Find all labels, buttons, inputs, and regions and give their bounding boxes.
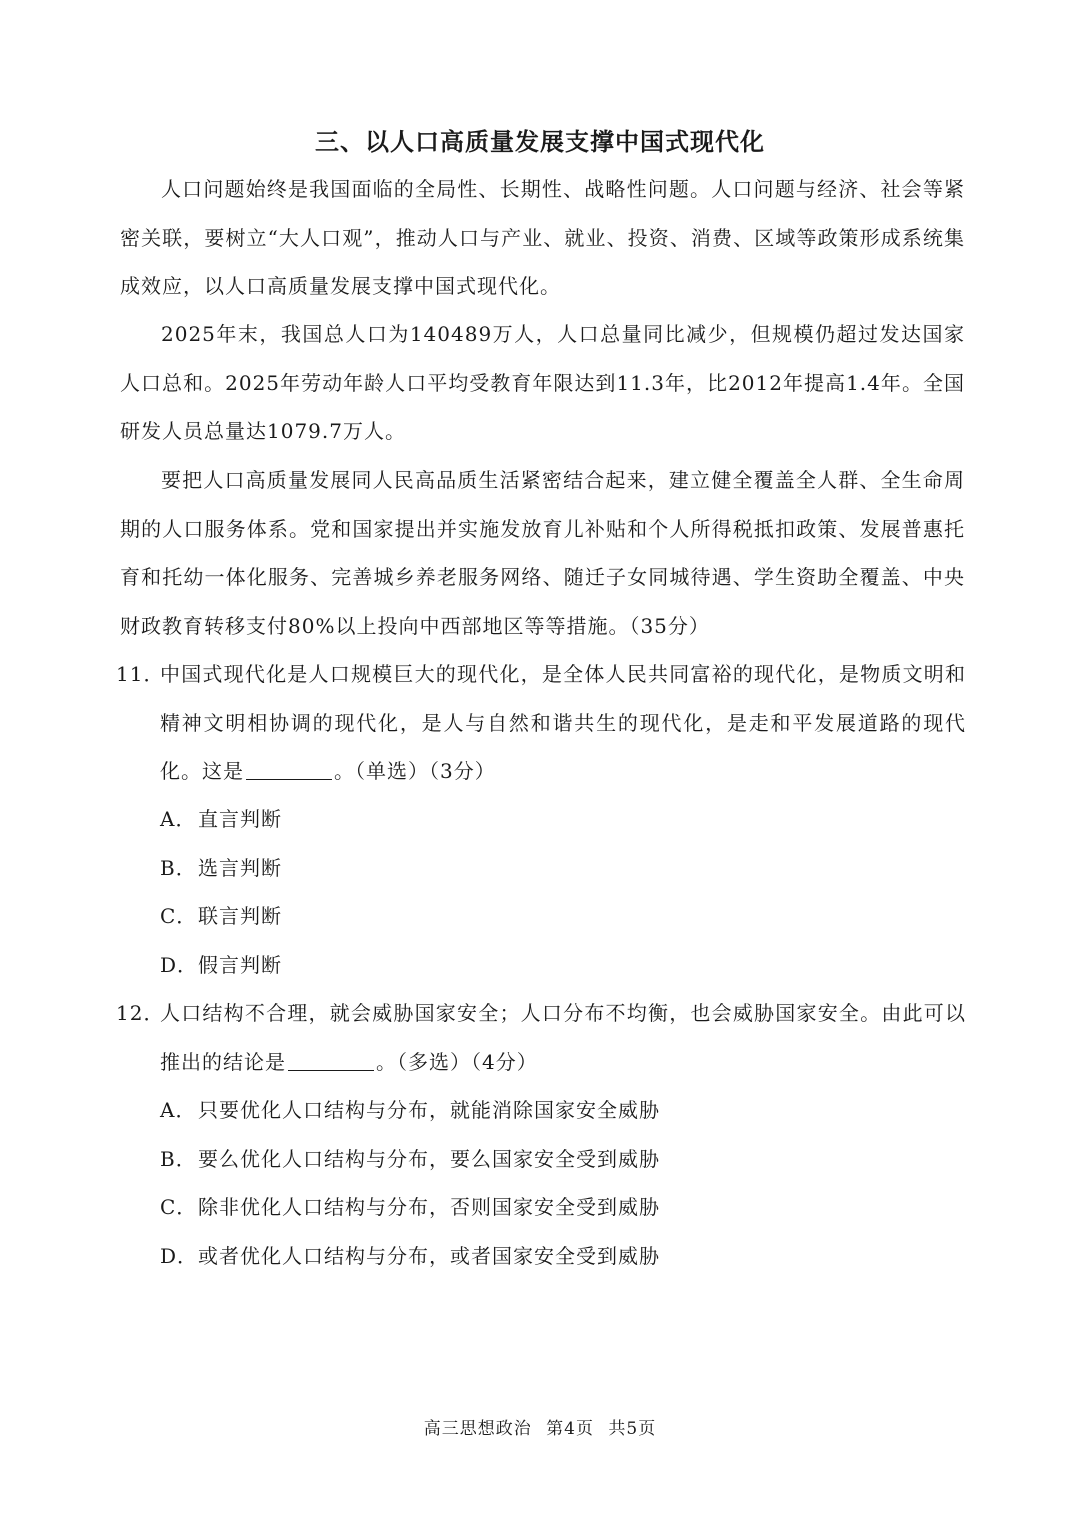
option-text: 联言判断 bbox=[198, 904, 282, 928]
option-12-b[interactable] bbox=[160, 1144, 660, 1174]
answer-blank[interactable] bbox=[288, 1046, 374, 1071]
option-text: 只要优化人口结构与分布，就能消除国家安全威胁 bbox=[198, 1098, 660, 1122]
question-stem-suffix: 。（多选）（4分） bbox=[376, 1049, 538, 1074]
option-12-a[interactable] bbox=[160, 1095, 660, 1125]
material-paragraph-2: 2025年末，我国总人口为140489万人，人口总量同比减少，但规模仍超过发达国家人口总和。2025年劳动年龄人口平均受教育年限达到11.3年，比2012年提高1.4年。全国研发人员总量达1079.7万人。 bbox=[120, 322, 965, 443]
option-letter: D． bbox=[160, 1244, 199, 1268]
question-stem-text: 人口结构不合理，就会威胁国家安全；人口分布不均衡，也会威胁国家安全。由此可以推出的结论是 bbox=[160, 1001, 966, 1074]
question-stem bbox=[160, 989, 966, 1086]
question-stem bbox=[160, 650, 966, 796]
option-12-d[interactable] bbox=[160, 1241, 660, 1271]
option-11-b[interactable] bbox=[160, 853, 282, 883]
question-11 bbox=[116, 650, 966, 796]
question-stem-text: 中国式现代化是人口规模巨大的现代化，是全体人民共同富裕的现代化，是物质文明和精神文明相协调的现代化，是人与自然和谐共生的现代化，是走和平发展道路的现代化。这是 bbox=[160, 662, 966, 783]
material-paragraph-3: 要把人口高质量发展同人民高品质生活紧密结合起来，建立健全覆盖全人群、全生命周期的人口服务体系。党和国家提出并实施发放育儿补贴和个人所得税抵扣政策、发展普惠托育和托幼一体化服务、完善城乡养老服务网络、随迁子女同城待遇、学生资助全覆盖、中央财政教育转移支付80%以上投向中西部地区等等措施。（35分） bbox=[120, 468, 965, 638]
footer-page-number: 第4页 bbox=[546, 1419, 594, 1439]
option-11-a[interactable] bbox=[160, 804, 282, 834]
option-11-d[interactable] bbox=[160, 950, 282, 980]
section-title: 三、以人口高质量发展支撑中国式现代化 bbox=[315, 128, 765, 156]
footer-total-pages: 共5页 bbox=[608, 1419, 657, 1439]
option-text: 直言判断 bbox=[198, 807, 282, 831]
option-11-c[interactable] bbox=[160, 901, 282, 931]
option-text: 或者优化人口结构与分布，或者国家安全受到威胁 bbox=[198, 1244, 660, 1268]
question-12 bbox=[116, 989, 966, 1086]
option-letter: B． bbox=[160, 856, 197, 880]
option-letter: D． bbox=[160, 953, 199, 977]
answer-blank[interactable] bbox=[246, 755, 332, 780]
option-text: 除非优化人口结构与分布，否则国家安全受到威胁 bbox=[198, 1195, 660, 1219]
option-letter: A． bbox=[160, 1098, 197, 1122]
material-paragraph-1: 人口问题始终是我国面临的全局性、长期性、战略性问题。人口问题与经济、社会等紧密关联，要树立“大人口观”，推动人口与产业、就业、投资、消费、区域等政策形成系统集成效应，以人口高质量发展支撑中国式现代化。 bbox=[120, 177, 965, 298]
option-12-c[interactable] bbox=[160, 1192, 660, 1222]
option-letter: C． bbox=[160, 904, 198, 928]
question-number: 12． bbox=[116, 1001, 165, 1025]
question-number: 11． bbox=[116, 662, 165, 686]
footer-subject: 高三思想政治 bbox=[423, 1419, 532, 1439]
option-text: 假言判断 bbox=[198, 953, 282, 977]
option-text: 要么优化人口结构与分布，要么国家安全受到威胁 bbox=[198, 1147, 660, 1171]
question-stem-suffix: 。（单选）（3分） bbox=[334, 759, 496, 783]
option-letter: B． bbox=[160, 1147, 197, 1171]
option-text: 选言判断 bbox=[198, 856, 282, 880]
page-footer bbox=[0, 1414, 1080, 1439]
option-letter: C． bbox=[160, 1195, 198, 1219]
option-letter: A． bbox=[160, 807, 197, 831]
